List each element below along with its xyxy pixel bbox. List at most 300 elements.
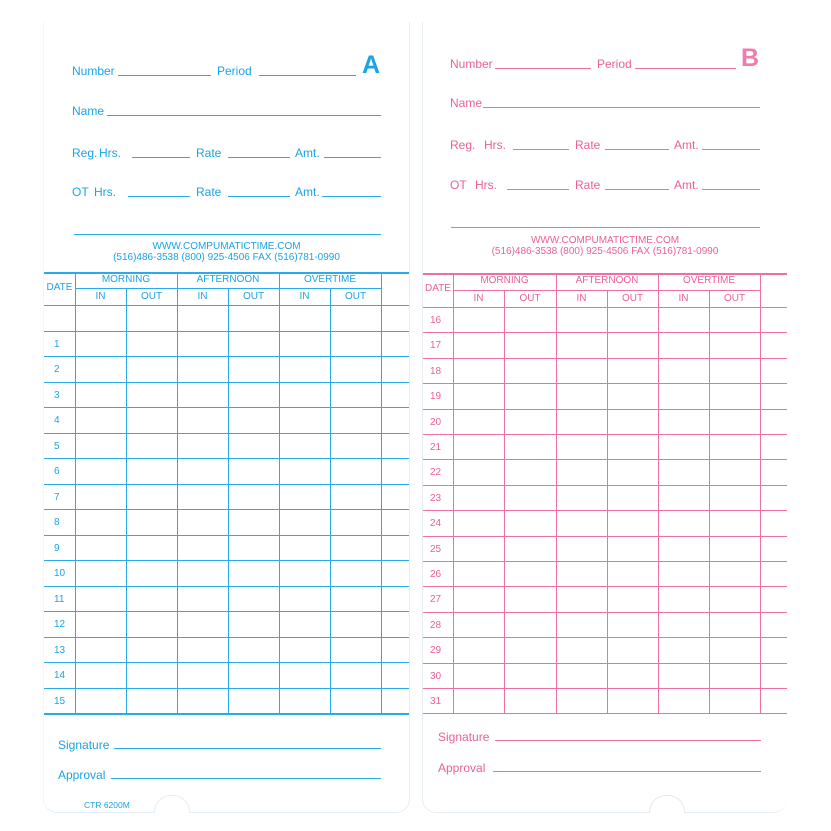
time-entry-cell[interactable]	[710, 333, 760, 357]
time-entry-cell[interactable]	[178, 536, 228, 561]
time-entry-cell[interactable]	[710, 435, 760, 459]
time-entry-cell[interactable]	[454, 638, 504, 662]
time-entry-cell[interactable]	[280, 332, 330, 357]
time-entry-cell[interactable]	[76, 689, 126, 714]
time-entry-cell[interactable]	[76, 332, 126, 357]
time-entry-cell[interactable]	[382, 536, 409, 561]
time-table	[44, 22, 409, 812]
time-entry-cell[interactable]	[178, 485, 228, 510]
time-entry-cell[interactable]	[178, 587, 228, 612]
time-entry-cell[interactable]	[557, 384, 607, 408]
date-cell: 4	[54, 415, 60, 426]
date-cell: 19	[430, 391, 442, 402]
signature-field[interactable]	[114, 748, 381, 749]
time-entry-cell[interactable]	[608, 638, 658, 662]
group-header-afternoon: AFTERNOON	[196, 274, 260, 285]
time-entry-cell[interactable]	[229, 587, 279, 612]
reg-label: Reg.	[72, 146, 98, 160]
time-entry-cell[interactable]	[505, 537, 556, 561]
ot-hrs-label: Hrs.	[475, 178, 497, 192]
name-label: Name	[450, 96, 483, 110]
sub-header-in: IN	[299, 291, 310, 302]
time-entry-cell[interactable]	[454, 664, 504, 688]
time-entry-cell[interactable]	[76, 357, 126, 382]
date-cell: 18	[430, 366, 442, 377]
time-entry-cell[interactable]	[710, 384, 760, 408]
time-entry-cell[interactable]	[331, 408, 381, 433]
time-entry-cell[interactable]	[178, 306, 228, 331]
date-cell: 22	[430, 467, 442, 478]
date-cell: 10	[54, 568, 66, 579]
time-entry-cell[interactable]	[454, 460, 504, 484]
date-header: DATE	[425, 283, 451, 294]
time-entry-cell[interactable]	[710, 537, 760, 561]
reg-hrs-label: Hrs.	[484, 138, 506, 152]
time-entry-cell[interactable]	[454, 308, 504, 332]
time-entry-cell[interactable]	[505, 384, 556, 408]
signature-label: Signature	[58, 738, 110, 752]
time-entry-cell[interactable]	[76, 561, 126, 586]
date-cell: 2	[54, 364, 60, 375]
ot-amt-label: Amt.	[674, 178, 699, 192]
time-entry-cell[interactable]	[178, 332, 228, 357]
time-entry-cell[interactable]	[710, 664, 760, 688]
time-entry-cell[interactable]	[178, 357, 228, 382]
ot-rate-label: Rate	[575, 178, 601, 192]
time-entry-cell[interactable]	[229, 459, 279, 484]
time-entry-cell[interactable]	[454, 587, 504, 611]
time-entry-cell[interactable]	[761, 308, 787, 332]
time-entry-cell[interactable]	[761, 562, 787, 586]
time-entry-cell[interactable]	[127, 434, 177, 459]
time-entry-cell[interactable]	[178, 638, 228, 663]
time-entry-cell[interactable]	[280, 408, 330, 433]
time-entry-cell[interactable]	[229, 357, 279, 382]
time-entry-cell[interactable]	[761, 638, 787, 662]
time-entry-cell[interactable]	[127, 383, 177, 408]
phone-numbers: (516)486-3538 (800) 925-4506 FAX (516)781-0990	[113, 252, 340, 263]
time-entry-cell[interactable]	[505, 308, 556, 332]
time-entry-cell[interactable]	[76, 434, 126, 459]
time-entry-cell[interactable]	[608, 613, 658, 637]
number-label: Number	[450, 57, 493, 71]
time-entry-cell[interactable]	[229, 485, 279, 510]
time-entry-cell[interactable]	[280, 434, 330, 459]
date-cell: 15	[54, 696, 66, 707]
time-entry-cell[interactable]	[382, 612, 409, 637]
time-entry-cell[interactable]	[659, 359, 709, 383]
time-entry-cell[interactable]	[454, 689, 504, 713]
time-entry-cell[interactable]	[505, 511, 556, 535]
time-entry-cell[interactable]	[178, 689, 228, 714]
time-entry-cell[interactable]	[761, 613, 787, 637]
time-entry-cell[interactable]	[659, 486, 709, 510]
group-header-afternoon: AFTERNOON	[575, 275, 639, 286]
time-entry-cell[interactable]	[127, 689, 177, 714]
time-card-a	[43, 22, 410, 813]
signature-label: Signature	[438, 730, 490, 744]
time-entry-cell[interactable]	[608, 562, 658, 586]
time-entry-cell[interactable]	[127, 357, 177, 382]
time-entry-cell[interactable]	[659, 410, 709, 434]
date-cell: 25	[430, 544, 442, 555]
time-entry-cell[interactable]	[608, 333, 658, 357]
time-entry-cell[interactable]	[659, 308, 709, 332]
date-cell: 20	[430, 417, 442, 428]
date-cell: 23	[430, 493, 442, 504]
time-entry-cell[interactable]	[280, 510, 330, 535]
time-entry-cell[interactable]	[608, 689, 658, 713]
time-entry-cell[interactable]	[229, 638, 279, 663]
time-entry-cell[interactable]	[557, 410, 607, 434]
time-entry-cell[interactable]	[280, 306, 330, 331]
time-entry-cell[interactable]	[382, 383, 409, 408]
phone-numbers: (516)486-3538 (800) 925-4506 FAX (516)781-0990	[491, 246, 719, 257]
time-entry-cell[interactable]	[761, 359, 787, 383]
sub-header-out: OUT	[140, 291, 163, 302]
time-entry-cell[interactable]	[659, 638, 709, 662]
time-entry-cell[interactable]	[710, 562, 760, 586]
time-entry-cell[interactable]	[659, 613, 709, 637]
date-cell: 28	[430, 620, 442, 631]
reg-rate-label: Rate	[575, 138, 601, 152]
time-entry-cell[interactable]	[710, 486, 760, 510]
time-entry-cell[interactable]	[557, 486, 607, 510]
time-entry-cell[interactable]	[710, 613, 760, 637]
time-entry-cell[interactable]	[761, 587, 787, 611]
time-entry-cell[interactable]	[557, 359, 607, 383]
sub-header-in: IN	[197, 291, 208, 302]
card-letter: B	[741, 44, 760, 72]
time-entry-cell[interactable]	[761, 486, 787, 510]
time-entry-cell[interactable]	[127, 459, 177, 484]
time-entry-cell[interactable]	[608, 460, 658, 484]
time-entry-cell[interactable]	[710, 511, 760, 535]
time-entry-cell[interactable]	[761, 333, 787, 357]
time-entry-cell[interactable]	[178, 561, 228, 586]
ot-amt-label: Amt.	[295, 185, 320, 199]
time-entry-cell[interactable]	[229, 536, 279, 561]
time-entry-cell[interactable]	[557, 537, 607, 561]
time-entry-cell[interactable]	[76, 638, 126, 663]
time-entry-cell[interactable]	[454, 333, 504, 357]
time-card-b	[422, 22, 787, 813]
time-entry-cell[interactable]	[505, 333, 556, 357]
time-entry-cell[interactable]	[659, 562, 709, 586]
time-entry-cell[interactable]	[229, 663, 279, 688]
time-entry-cell[interactable]	[608, 537, 658, 561]
time-entry-cell[interactable]	[761, 689, 787, 713]
approval-field[interactable]	[493, 771, 761, 772]
time-entry-cell[interactable]	[178, 383, 228, 408]
name-label: Name	[72, 104, 105, 118]
time-entry-cell[interactable]	[659, 333, 709, 357]
signature-field[interactable]	[495, 740, 761, 741]
date-cell: 30	[430, 671, 442, 682]
time-entry-cell[interactable]	[608, 435, 658, 459]
time-entry-cell[interactable]	[127, 408, 177, 433]
time-entry-cell[interactable]	[280, 689, 330, 714]
time-entry-cell[interactable]	[229, 612, 279, 637]
time-entry-cell[interactable]	[76, 459, 126, 484]
time-entry-cell[interactable]	[659, 435, 709, 459]
time-entry-cell[interactable]	[454, 359, 504, 383]
time-entry-cell[interactable]	[382, 306, 409, 331]
time-entry-cell[interactable]	[505, 613, 556, 637]
time-entry-cell[interactable]	[454, 435, 504, 459]
time-entry-cell[interactable]	[710, 359, 760, 383]
time-entry-cell[interactable]	[229, 408, 279, 433]
sub-header-out: OUT	[344, 291, 367, 302]
date-cell: 9	[54, 543, 60, 554]
time-entry-cell[interactable]	[505, 460, 556, 484]
time-entry-cell[interactable]	[280, 612, 330, 637]
time-entry-cell[interactable]	[331, 663, 381, 688]
time-entry-cell[interactable]	[557, 333, 607, 357]
time-entry-cell[interactable]	[659, 460, 709, 484]
ot-label: OT	[450, 178, 467, 192]
time-entry-cell[interactable]	[382, 408, 409, 433]
time-entry-cell[interactable]	[710, 587, 760, 611]
date-cell: 11	[54, 594, 65, 605]
time-entry-cell[interactable]	[331, 357, 381, 382]
time-entry-cell[interactable]	[608, 410, 658, 434]
time-entry-cell[interactable]	[382, 561, 409, 586]
time-entry-cell[interactable]	[280, 663, 330, 688]
time-entry-cell[interactable]	[76, 612, 126, 637]
sub-header-out: OUT	[519, 293, 541, 304]
time-entry-cell[interactable]	[557, 435, 607, 459]
time-entry-cell[interactable]	[761, 511, 787, 535]
time-entry-cell[interactable]	[710, 638, 760, 662]
time-entry-cell[interactable]	[710, 410, 760, 434]
date-cell: 3	[54, 390, 60, 401]
time-entry-cell[interactable]	[505, 664, 556, 688]
sub-header-in: IN	[473, 293, 484, 304]
time-entry-cell[interactable]	[608, 359, 658, 383]
time-entry-cell[interactable]	[659, 537, 709, 561]
card-letter: A	[362, 51, 381, 79]
sub-header-in: IN	[576, 293, 587, 304]
time-entry-cell[interactable]	[382, 663, 409, 688]
time-entry-cell[interactable]	[505, 562, 556, 586]
time-entry-cell[interactable]	[280, 638, 330, 663]
time-entry-cell[interactable]	[76, 663, 126, 688]
ot-hrs-label: Hrs.	[94, 185, 116, 199]
time-entry-cell[interactable]	[76, 536, 126, 561]
time-entry-cell[interactable]	[761, 435, 787, 459]
time-entry-cell[interactable]	[76, 383, 126, 408]
time-entry-cell[interactable]	[454, 562, 504, 586]
time-entry-cell[interactable]	[761, 460, 787, 484]
time-entry-cell[interactable]	[608, 308, 658, 332]
time-entry-cell[interactable]	[229, 510, 279, 535]
date-cell: 12	[54, 619, 66, 630]
time-entry-cell[interactable]	[331, 383, 381, 408]
reg-amt-label: Amt.	[674, 138, 699, 152]
time-entry-cell[interactable]	[454, 511, 504, 535]
time-entry-cell[interactable]	[127, 587, 177, 612]
date-cell: 21	[430, 442, 442, 453]
time-entry-cell[interactable]	[331, 306, 381, 331]
time-entry-cell[interactable]	[76, 587, 126, 612]
time-entry-cell[interactable]	[608, 486, 658, 510]
time-entry-cell[interactable]	[76, 306, 126, 331]
time-entry-cell[interactable]	[280, 561, 330, 586]
time-entry-cell[interactable]	[608, 587, 658, 611]
time-entry-cell[interactable]	[127, 485, 177, 510]
time-entry-cell[interactable]	[382, 638, 409, 663]
time-entry-cell[interactable]	[505, 410, 556, 434]
time-entry-cell[interactable]	[331, 536, 381, 561]
time-entry-cell[interactable]	[127, 638, 177, 663]
time-entry-cell[interactable]	[557, 689, 607, 713]
time-entry-cell[interactable]	[178, 408, 228, 433]
time-entry-cell[interactable]	[710, 689, 760, 713]
time-entry-cell[interactable]	[382, 434, 409, 459]
time-entry-cell[interactable]	[229, 332, 279, 357]
time-entry-cell[interactable]	[127, 561, 177, 586]
time-entry-cell[interactable]	[608, 664, 658, 688]
time-entry-cell[interactable]	[229, 689, 279, 714]
date-cell: 8	[54, 517, 60, 528]
time-entry-cell[interactable]	[382, 689, 409, 714]
time-entry-cell[interactable]	[280, 459, 330, 484]
time-entry-cell[interactable]	[127, 536, 177, 561]
time-entry-cell[interactable]	[505, 689, 556, 713]
time-entry-cell[interactable]	[659, 384, 709, 408]
time-entry-cell[interactable]	[178, 612, 228, 637]
period-label: Period	[597, 57, 632, 71]
form-code: CTR 6200M	[84, 800, 130, 810]
date-cell: 27	[430, 594, 442, 605]
time-entry-cell[interactable]	[331, 510, 381, 535]
time-entry-cell[interactable]	[382, 587, 409, 612]
time-entry-cell[interactable]	[127, 663, 177, 688]
reg-amt-label: Amt.	[295, 146, 320, 160]
time-entry-cell[interactable]	[331, 612, 381, 637]
time-entry-cell[interactable]	[76, 408, 126, 433]
date-cell: 7	[54, 492, 60, 503]
time-entry-cell[interactable]	[505, 435, 556, 459]
time-entry-cell[interactable]	[761, 537, 787, 561]
time-entry-cell[interactable]	[505, 638, 556, 662]
time-entry-cell[interactable]	[331, 561, 381, 586]
date-cell: 5	[54, 441, 60, 452]
date-cell: 1	[54, 339, 60, 350]
time-entry-cell[interactable]	[505, 359, 556, 383]
time-entry-cell[interactable]	[127, 332, 177, 357]
time-entry-cell[interactable]	[229, 306, 279, 331]
time-entry-cell[interactable]	[382, 332, 409, 357]
time-entry-cell[interactable]	[178, 434, 228, 459]
time-entry-cell[interactable]	[505, 587, 556, 611]
time-entry-cell[interactable]	[659, 587, 709, 611]
time-entry-cell[interactable]	[280, 536, 330, 561]
time-entry-cell[interactable]	[331, 587, 381, 612]
time-entry-cell[interactable]	[608, 511, 658, 535]
time-entry-cell[interactable]	[331, 434, 381, 459]
time-entry-cell[interactable]	[608, 384, 658, 408]
time-entry-cell[interactable]	[331, 638, 381, 663]
time-entry-cell[interactable]	[761, 384, 787, 408]
time-entry-cell[interactable]	[331, 689, 381, 714]
time-entry-cell[interactable]	[280, 485, 330, 510]
time-entry-cell[interactable]	[557, 664, 607, 688]
time-entry-cell[interactable]	[178, 663, 228, 688]
time-entry-cell[interactable]	[710, 308, 760, 332]
time-entry-cell[interactable]	[178, 510, 228, 535]
time-entry-cell[interactable]	[557, 308, 607, 332]
time-entry-cell[interactable]	[178, 459, 228, 484]
time-entry-cell[interactable]	[331, 459, 381, 484]
time-entry-cell[interactable]	[454, 486, 504, 510]
time-entry-cell[interactable]	[382, 485, 409, 510]
time-entry-cell[interactable]	[557, 638, 607, 662]
time-entry-cell[interactable]	[761, 410, 787, 434]
website: WWW.COMPUMATICTIME.COM	[152, 241, 301, 252]
time-entry-cell[interactable]	[710, 460, 760, 484]
time-entry-cell[interactable]	[76, 510, 126, 535]
time-entry-cell[interactable]	[382, 357, 409, 382]
approval-field[interactable]	[111, 778, 381, 779]
time-entry-cell[interactable]	[229, 561, 279, 586]
time-entry-cell[interactable]	[454, 613, 504, 637]
time-entry-cell[interactable]	[331, 332, 381, 357]
time-entry-cell[interactable]	[557, 587, 607, 611]
date-cell: 16	[430, 315, 442, 326]
time-entry-cell[interactable]	[454, 410, 504, 434]
time-entry-cell[interactable]	[382, 510, 409, 535]
date-cell: 6	[54, 466, 60, 477]
time-entry-cell[interactable]	[659, 511, 709, 535]
time-entry-cell[interactable]	[280, 587, 330, 612]
time-entry-cell[interactable]	[557, 460, 607, 484]
time-entry-cell[interactable]	[454, 384, 504, 408]
time-entry-cell[interactable]	[280, 357, 330, 382]
time-entry-cell[interactable]	[659, 664, 709, 688]
time-entry-cell[interactable]	[505, 486, 556, 510]
sub-header-out: OUT	[723, 293, 746, 304]
time-entry-cell[interactable]	[229, 434, 279, 459]
time-entry-cell[interactable]	[280, 383, 330, 408]
sub-header-in: IN	[95, 291, 106, 302]
group-header-overtime: OVERTIME	[682, 275, 736, 286]
time-entry-cell[interactable]	[229, 383, 279, 408]
time-entry-cell[interactable]	[454, 537, 504, 561]
time-entry-cell[interactable]	[127, 306, 177, 331]
time-entry-cell[interactable]	[127, 612, 177, 637]
time-entry-cell[interactable]	[331, 485, 381, 510]
date-cell: 13	[54, 645, 66, 656]
time-table	[423, 22, 787, 812]
date-cell: 14	[54, 670, 66, 681]
time-entry-cell[interactable]	[761, 664, 787, 688]
time-entry-cell[interactable]	[127, 510, 177, 535]
number-label: Number	[72, 64, 115, 78]
time-entry-cell[interactable]	[382, 459, 409, 484]
reg-label: Reg.	[450, 138, 476, 152]
sub-header-out: OUT	[242, 291, 265, 302]
group-header-morning: MORNING	[480, 275, 529, 286]
time-entry-cell[interactable]	[557, 562, 607, 586]
time-entry-cell[interactable]	[557, 613, 607, 637]
time-entry-cell[interactable]	[557, 511, 607, 535]
time-entry-cell[interactable]	[659, 689, 709, 713]
time-entry-cell[interactable]	[76, 485, 126, 510]
date-header: DATE	[46, 282, 73, 293]
reg-hrs-label: Hrs.	[99, 146, 121, 160]
